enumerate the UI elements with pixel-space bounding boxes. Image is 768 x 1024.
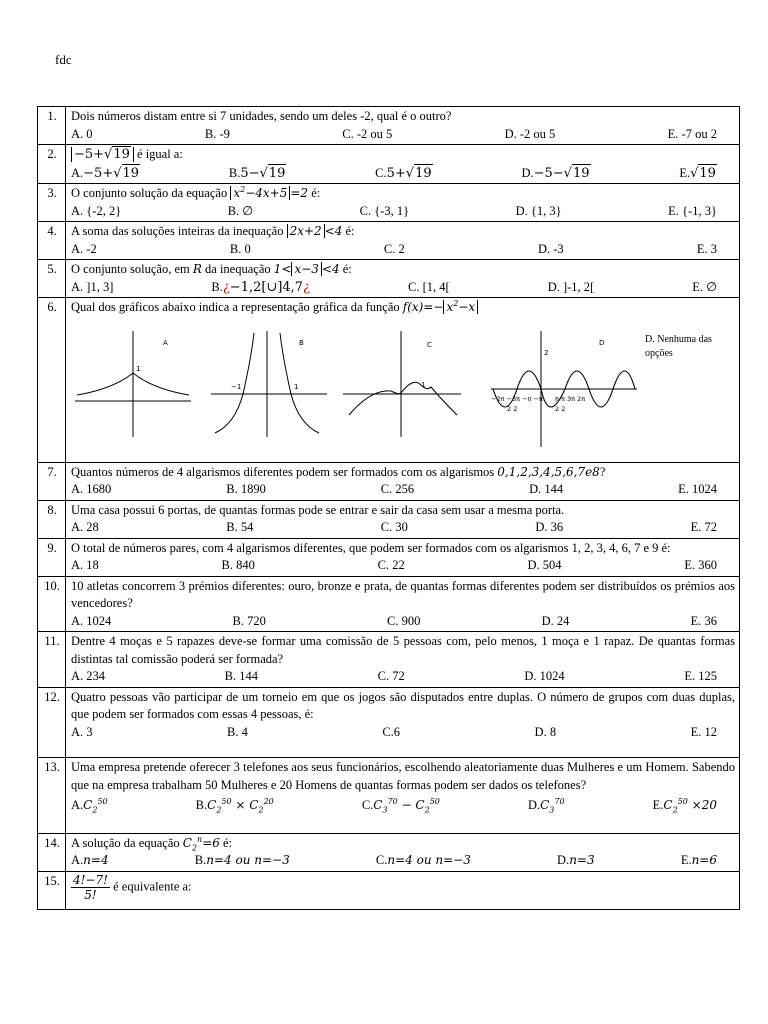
option-d[interactable]: D. ]-1, 2[ [547,279,595,294]
option-b[interactable]: $B.C_2^{50} \times C_2^{20}$ [195,797,274,815]
question-number: 5. [38,260,66,298]
svg-text:1: 1 [136,364,141,373]
question-row [38,576,740,632]
question-text: −5+√19 é igual a: [71,146,735,164]
option-b[interactable]: B.n=4 ou n=−3 [194,853,290,867]
svg-text:π π 3π 2π: π π 3π 2π [555,394,586,403]
question-row [38,538,740,576]
question-row [38,833,740,871]
option-a[interactable]: A. 1024 [71,613,112,628]
option-c[interactable]: C. 72 [377,669,405,683]
svg-text:1: 1 [294,382,299,391]
question-text: O conjunto solução, em R da inequação 1< x−3 <4 é: [71,262,352,276]
option-a[interactable]: A.−5+√19 [71,165,140,181]
option-e[interactable]: E. 36 [690,613,717,628]
question-number: 8. [38,500,66,538]
question-text: A solução da equação $C_2^n=6$ é: [71,834,233,852]
options-row [71,241,735,259]
options-row [71,481,735,499]
options-row [71,519,735,537]
option-d[interactable]: D. 8 [534,724,557,739]
question-text: Uma casa possui 6 portas, de quantas formas pode se entrar e sair da casa sem usar a mesma porta. [71,502,565,517]
question-number: 14. [38,833,66,871]
options-row [71,557,735,575]
option-a[interactable]: A. 3 [71,724,93,739]
option-c[interactable]: C. 30 [380,520,408,534]
option-c[interactable]: C.5+√19 [375,165,432,181]
option-a[interactable]: A.n=4 [71,853,109,867]
option-c[interactable]: C. {-3, 1} [359,203,410,218]
question-number: 4. [38,222,66,260]
fraction-expression: $\frac{4!-7!}{5!}$ [73,872,108,902]
document-header: fdc [55,52,72,67]
question-text: O total de números pares, com 4 algarismos diferentes, que podem ser formados com os algarismos 1, 2, 3, 4, 6, 7 e 9 é: [71,540,671,555]
question-text: Dois números distam entre si 7 unidades, sendo um deles -2, qual é o outro? [71,109,452,123]
question-text: Qual dos gráficos abaixo indica a representação gráfica da função $f(x)=- x^2-x$ [71,299,735,317]
option-c[interactable]: C.n=4 ou n=−3 [375,853,471,867]
option-c[interactable]: C. 2 [383,241,405,256]
question-row [38,222,740,260]
option-d[interactable]: $D.C_3^{70}$ [527,797,565,815]
question-number: 15. [38,871,66,909]
graph-a[interactable] [73,329,193,439]
question-row [38,462,740,500]
option-e[interactable]: E. 1024 [678,482,717,496]
option-b[interactable]: B. ∅ [227,203,254,218]
options-row [71,724,735,742]
option-b[interactable]: B. 840 [221,558,255,572]
option-e[interactable]: E. 72 [690,520,717,534]
option-e[interactable]: E. ∅ [692,279,717,294]
question-row [38,260,740,298]
options-row [71,164,735,183]
question-number: 10. [38,576,66,632]
question-number: 13. [38,758,66,834]
graph-d[interactable] [489,329,639,449]
question-row [38,107,740,145]
question-row [38,145,740,184]
question-text: A soma das soluções inteiras da inequação 2x+2 <4 é: [71,224,355,238]
question-text: Uma empresa pretende oferecer 3 telefones aos seus funcionários, escolhendo aleatoriamente duas Mulheres e um Homem. Sabendo que na empresa trabalham 50 Mulheres e 20 Homens de quantas formas podem ser dados os telefones? [71,760,735,792]
option-c[interactable]: C.6 [382,724,401,739]
question-number: 3. [38,184,66,222]
question-row [38,632,740,688]
option-b[interactable]: B. 0 [229,241,251,256]
question-text: $\frac{4!-7!}{5!}$ é equivalente a: [73,872,192,902]
option-e[interactable]: E. {-1, 3} [668,203,717,218]
option-b[interactable]: B. 54 [226,520,254,534]
option-a[interactable]: A. 18 [71,558,99,572]
options-row [71,613,735,631]
question-row [38,758,740,834]
question-number: 9. [38,538,66,576]
options-row [71,126,735,144]
option-a[interactable]: A. 28 [71,520,99,534]
option-a[interactable]: $A.C_2^{50}$ [71,797,108,815]
svg-text:2 2: 2 2 [507,404,518,413]
svg-text:−2π −3π −π −π: −2π −3π −π −π [491,394,543,403]
question-text: 10 atletas concorrem 3 prémios diferentes: ouro, bronze e prata, de quantas formas diferentes podem ser distribuídos os prémios aos vencedores? [71,578,735,610]
option-c[interactable]: C. -2 ou 5 [342,126,393,141]
option-c[interactable]: C. [1, 4[ [408,279,450,294]
option-e[interactable]: E. -7 ou 2 [667,126,717,141]
svg-text:1: 1 [421,380,426,389]
option-b[interactable]: B. -9 [204,126,230,141]
options-row [71,279,735,297]
graph-label: A [163,338,168,347]
question-row [38,687,740,758]
option-c[interactable]: C. 900 [387,613,421,628]
options-row [71,852,735,870]
option-b[interactable]: B. 144 [224,669,259,683]
question-number: 1. [38,107,66,145]
question-text: Dentre 4 moças e 5 rapazes deve-se formar uma comissão de 5 pessoas com, pelo menos, 1 moça e 1 rapaz. De quantas formas distintas tal comissão poderá ser formada? [71,634,735,666]
svg-text:−1: −1 [231,382,242,391]
option-d[interactable]: D.−5−√19 [521,165,590,181]
option-b[interactable]: B.5−√19 [228,165,286,181]
question-text: O conjunto solução da equação $x^2-4x+5 =2$ é: [71,185,321,200]
question-number: 11. [38,632,66,688]
option-a[interactable]: A. 1680 [71,482,112,496]
option-e[interactable]: E. 3 [696,241,717,256]
option-d[interactable]: D. -2 ou 5 [504,126,556,141]
option-b[interactable]: B. 4 [227,724,248,739]
option-c[interactable]: C. 256 [380,482,415,496]
option-e[interactable]: $E.C_2^{50} \times 20$ [652,797,717,815]
option-d[interactable]: D. 24 [541,613,570,628]
option-e[interactable]: E.√19 [679,165,716,181]
graph-label: B [299,338,304,347]
option-a[interactable]: A. 234 [71,669,106,683]
option-e[interactable]: E. 12 [690,724,717,739]
question-number: 6. [38,298,66,463]
question-number: 7. [38,462,66,500]
question-row [38,298,740,463]
exam-table [37,106,740,910]
option-e[interactable]: E. 360 [684,558,717,572]
option-a[interactable]: A. -2 [71,241,97,256]
option-b[interactable]: B. 1890 [226,482,266,496]
option-d[interactable]: D.n=3 [557,853,595,867]
option-d[interactable]: D. -3 [537,241,564,256]
option-d[interactable]: D. 36 [535,520,564,534]
math-expression: −5+√19 [71,147,134,162]
option-a[interactable]: A. {-2, 2} [71,203,122,218]
question-text: Quantos números de 4 algarismos diferentes podem ser formados com os algarismos 0,1,2,3,4,5,6,7e8? [71,464,606,479]
graph-label: D [599,338,605,347]
svg-text:2 2: 2 2 [555,404,566,413]
question-number: 12. [38,687,66,758]
option-b[interactable]: B.¿−1,2[∪]4,7¿ [211,279,311,295]
option-none[interactable]: D. Nenhuma das opções [645,333,712,359]
question-number: 2. [38,145,66,184]
option-a[interactable]: A. ]1, 3] [71,279,114,294]
graph-c[interactable] [341,329,463,439]
options-row [71,797,735,815]
option-d[interactable]: D. 504 [527,558,562,572]
question-text: Quatro pessoas vão participar de um torneio em que os jogos são disputados entre duplas. O número de grupos com duas duplas, que podem ser formados com essas 4 pessoas, é: [71,689,735,721]
option-e[interactable]: E. 125 [684,669,717,683]
graph-label: C [427,340,432,349]
question-row [38,871,740,909]
graph-options [71,319,735,461]
svg-text:2: 2 [544,348,549,357]
option-c[interactable]: $C.C_3^{70} - C_2^{50}$ [361,797,440,815]
options-row [71,668,735,686]
graph-b[interactable] [209,329,329,439]
option-b[interactable]: B. 720 [232,613,266,628]
option-d[interactable]: D. 144 [529,482,564,496]
question-row [38,184,740,222]
option-c[interactable]: C. 22 [377,558,405,572]
question-row [38,500,740,538]
option-e[interactable]: E.n=6 [680,853,717,867]
option-d[interactable]: D. {1, 3} [515,203,562,218]
option-a[interactable]: A. 0 [71,126,93,141]
option-d[interactable]: D. 1024 [524,669,565,683]
options-row [71,203,735,221]
